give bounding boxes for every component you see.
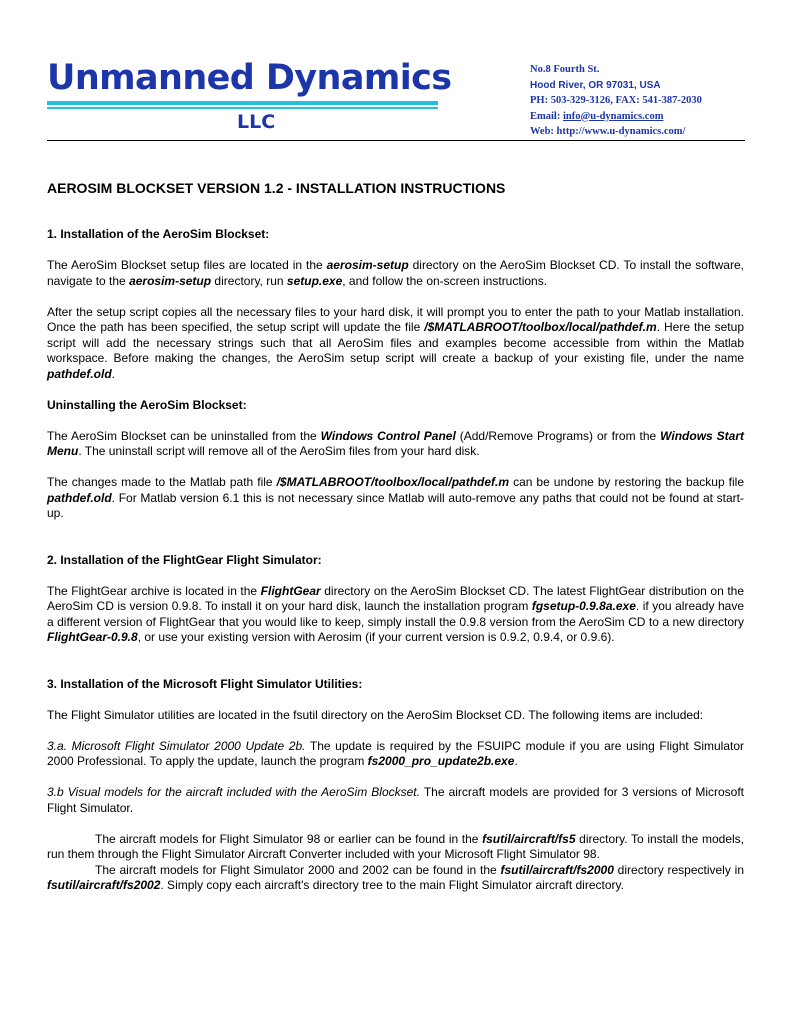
company-logo-suffix: LLC [237, 111, 276, 133]
logo-underline-thick [47, 101, 438, 105]
section-1-heading: 1. Installation of the AeroSim Blockset: [47, 227, 270, 241]
section-3-heading: 3. Installation of the Microsoft Flight Simulator Utilities: [47, 676, 363, 691]
uninstall-paragraph-2: The changes made to the Matlab path file /$MATLABROOT/toolbox/local/pathdef.m can be undone by restoring the backup file pathdef.old. For Matlab version 6.1 this is not necessary since Matlab will auto-remove any paths that could not be found at start-up. [47, 475, 744, 520]
header-divider [47, 140, 745, 141]
section-1-paragraph-1: The AeroSim Blockset setup files are located in the aerosim-setup directory on the AeroSim Blockset CD. To install the software, navigate to the aerosim-setup directory, run setup.exe, and follow the on-screen instructions. [47, 258, 744, 288]
section-3b-fs2000-paragraph: The aircraft models for Flight Simulator 2000 and 2002 can be found in the fsutil/aircraft/fs2000 directory respectively in fsutil/aircraft/fs2002. Simply copy each aircraft's directory tree to the main Flight Simulator aircraft directory. [47, 862, 744, 892]
section-3a-paragraph: 3.a. Microsoft Flight Simulator 2000 Update 2b. The update is required by the FSUIPC module if you are using Flight Simulator 2000 Professional. To apply the update, launch the program fs2000_pro_update2b.exe. [47, 738, 745, 768]
contact-block [530, 62, 702, 140]
email-link[interactable]: info@u-dynamics.com [562, 110, 664, 122]
section-3b-paragraph: 3.b Visual models for the aircraft included with the AeroSim Blockset. The aircraft models are provided for 3 versions of Microsoft Flight Simulator. [47, 785, 744, 815]
logo-underline-thin [47, 107, 438, 109]
section-2-paragraph-1: The FlightGear archive is located in the FlightGear directory on the AeroSim Blockset CD. The latest FlightGear distribution on the AeroSim CD is version 0.9.8. To install it on your hard disk, launch the installation program fgsetup-0.9.8a.exe. if you already have a different version of FlightGear that you would like to keep, simply install the 0.9.8 version from the AeroSim CD to a new directory FlightGear-0.9.8, or use your existing version with Aerosim (if your current version is 0.9.2, 0.9.4, or 0.9.6). [47, 583, 744, 644]
company-logo-name: Unmanned Dynamics [47, 58, 452, 98]
address-line-2: Hood River, OR 97031, USA [530, 79, 661, 91]
email-line [530, 109, 702, 125]
email-label: Email: [530, 110, 563, 122]
section-3-paragraph-1: The Flight Simulator utilities are located in the fsutil directory on the AeroSim Blockset CD. The following items are included: [47, 707, 704, 722]
section-3b-fs98-paragraph: The aircraft models for Flight Simulator 98 or earlier can be found in the fsutil/aircraft/fs5 directory. To install the models, run them through the Flight Simulator Aircraft Converter included with your Microsoft Flight Simulator 98. [47, 831, 744, 861]
document-body [47, 180, 744, 894]
section-1-paragraph-2: After the setup script copies all the necessary files to your hard disk, it will prompt you to enter the path to your Matlab installation. Once the path has been specified, the setup script will update the file /$MATLABROOT/toolbox/local/pathdef.m. Here the setup script will add the necessary strings such that all AeroSim files and examples become accessible from within the Matlab workspace. Before making the changes, the AeroSim setup script will create a backup of your existing file, under the name pathdef.old. [47, 304, 744, 381]
phone-fax: PH: 503-329-3126, FAX: 541-387-2030 [530, 95, 702, 106]
section-2-heading: 2. Installation of the FlightGear Flight Simulator: [47, 552, 322, 567]
web-line: Web: http://www.u-dynamics.com/ [530, 126, 686, 137]
uninstall-heading: Uninstalling the AeroSim Blockset: [47, 397, 247, 412]
document-title: AEROSIM BLOCKSET VERSION 1.2 - INSTALLATION INSTRUCTIONS [47, 180, 506, 196]
uninstall-paragraph-1: The AeroSim Blockset can be uninstalled from the Windows Control Panel (Add/Remove Programs) or from the Windows Start Menu. The uninstall script will remove all of the AeroSim files from your hard disk. [47, 428, 744, 458]
address-line-1: No.8 Fourth St. [530, 64, 600, 75]
